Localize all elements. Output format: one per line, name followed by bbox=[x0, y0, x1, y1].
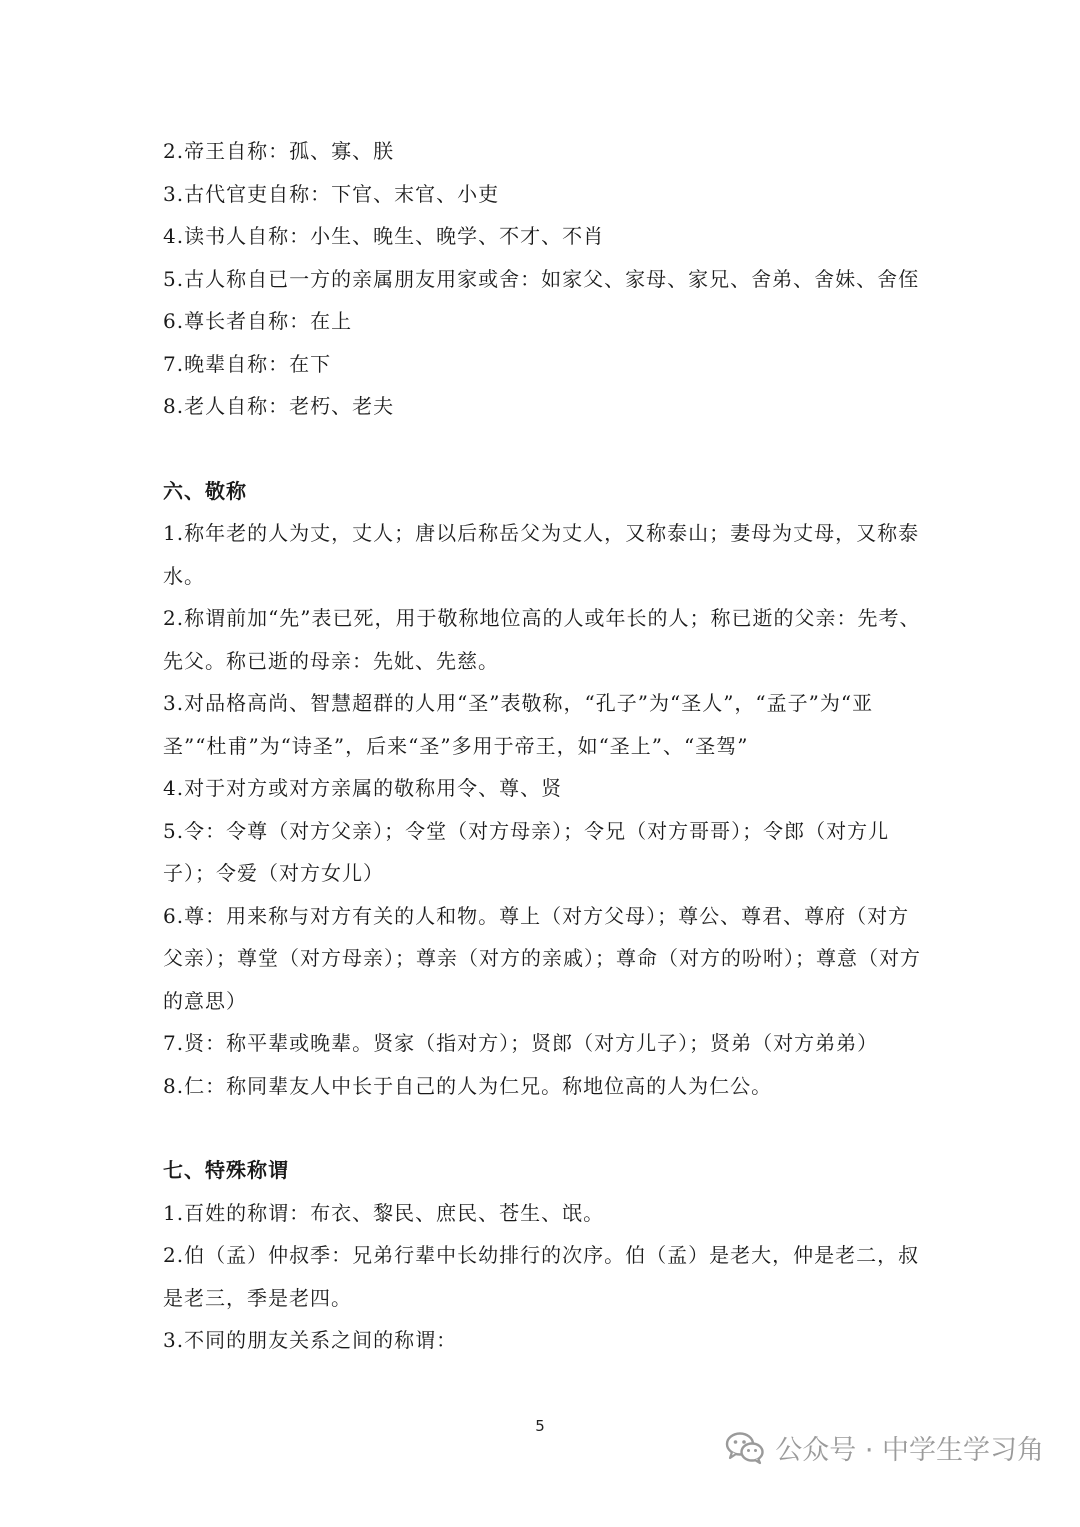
special-title-item: 1.百姓的称谓：布衣、黎民、庶民、苍生、氓。 bbox=[163, 1200, 605, 1225]
self-title-item: 6.尊长者自称：在上 bbox=[163, 309, 353, 333]
self-title-item: 8.老人自称：老朽、老夫 bbox=[163, 394, 395, 418]
watermark bbox=[725, 1428, 1044, 1467]
self-title-item: 3.古代官吏自称：下官、末官、小吏 bbox=[163, 181, 500, 206]
special-title-item: 3.不同的朋友关系之间的称谓： bbox=[163, 1328, 458, 1352]
honorific-item: 3.对品格高尚、智慧超群的人用“圣”表敬称，“孔子”为“圣人”，“孟子”为“亚圣”“杜甫”为“诗圣”，后来“圣”多用于帝王，如“圣上”、“圣驾” bbox=[163, 691, 874, 758]
self-title-item: 7.晚辈自称：在下 bbox=[163, 351, 332, 376]
honorific-item: 7.贤：称平辈或晚辈。贤家（指对方）；贤郎（对方儿子）；贤弟（对方弟弟） bbox=[163, 1031, 879, 1055]
page-number: 5 bbox=[535, 1417, 545, 1435]
honorific-item: 8.仁：称同辈友人中长于自己的人为仁兄。称地位高的人为仁公。 bbox=[163, 1073, 773, 1098]
special-title-item: 2.伯（孟）仲叔季：兄弟行辈中长幼排行的次序。伯（孟）是老大，仲是老二，叔是老三，季是老四。 bbox=[163, 1243, 920, 1310]
self-title-item: 4.读书人自称：小生、晚生、晚学、不才、不肖 bbox=[163, 224, 605, 248]
self-title-item: 5.古人称自已一方的亲属朋友用家或舍：如家父、家母、家兄、舍弟、舍妹、舍侄 bbox=[163, 266, 920, 291]
honorific-item: 4.对于对方或对方亲属的敬称用令、尊、贤 bbox=[163, 776, 563, 800]
section-heading-honorifics: 六、敬称 bbox=[163, 478, 247, 503]
wechat-icon bbox=[725, 1431, 765, 1465]
honorific-item: 1.称年老的人为丈，丈人；唐以后称岳父为丈人，又称泰山；妻母为丈母，又称泰水。 bbox=[163, 521, 920, 588]
section-heading-special-titles: 七、特殊称谓 bbox=[163, 1158, 289, 1182]
honorific-item: 5.令：令尊（对方父亲）；令堂（对方母亲）；令兄（对方哥哥）；令郎（对方儿子）；令爱（对方女儿） bbox=[163, 818, 890, 885]
honorific-item: 2.称谓前加“先”表已死，用于敬称地位高的人或年长的人；称已逝的父亲：先考、先父。称已逝的母亲：先妣、先慈。 bbox=[163, 606, 921, 673]
watermark-text: 公众号 · 中学生学习角 bbox=[775, 1435, 1044, 1466]
document-body bbox=[163, 130, 923, 1362]
honorific-item: 6.尊：用来称与对方有关的人和物。尊上（对方父母）；尊公、尊君、尊府（对方父亲）；尊堂（对方母亲）；尊亲（对方的亲戚）；尊命（对方的吩咐）；尊意（对方的意思） bbox=[163, 903, 921, 1013]
self-title-item: 2.帝王自称：孤、寡、朕 bbox=[163, 139, 395, 163]
